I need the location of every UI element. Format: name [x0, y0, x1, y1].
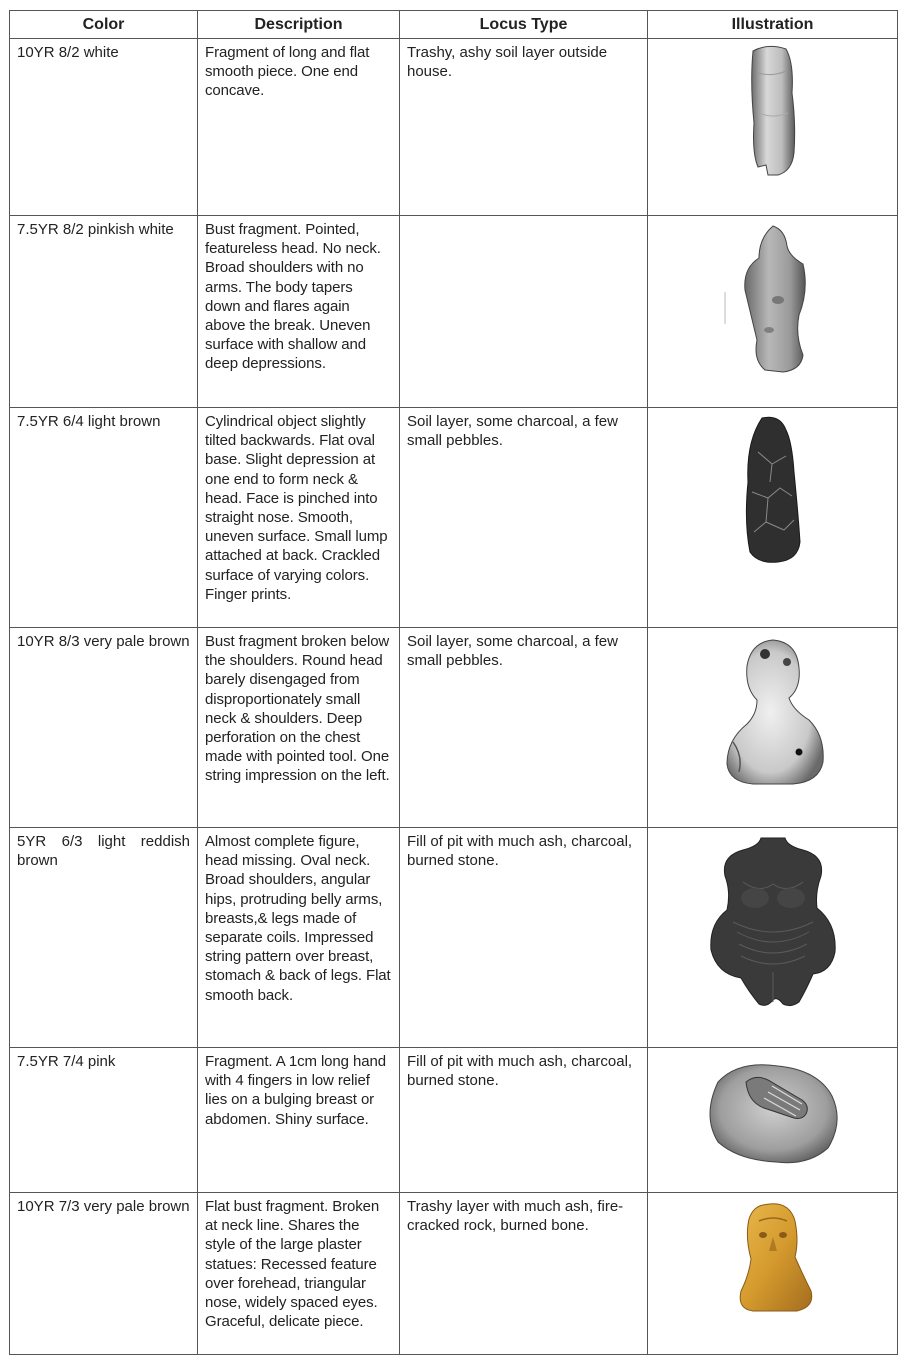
- figurine-catalog-table: [9, 10, 898, 1355]
- color-cell: 10YR 8/3 very pale brown: [10, 628, 198, 828]
- header-illustration: Illustration: [648, 11, 898, 39]
- locus-type-cell: Trashy layer with much ash, fire-cracked rock, burned bone.: [400, 1193, 648, 1355]
- table-row: [10, 1048, 898, 1193]
- illustration-cell: [648, 216, 898, 408]
- table-row: [10, 408, 898, 628]
- color-cell: 7.5YR 7/4 pink: [10, 1048, 198, 1193]
- locus-type-cell: Soil layer, some charcoal, a few small pebbles.: [400, 628, 648, 828]
- table-row: [10, 216, 898, 408]
- illustration-cell: [648, 39, 898, 216]
- table-row: [10, 39, 898, 216]
- color-cell: 7.5YR 6/4 light brown: [10, 408, 198, 628]
- header-color: Color: [10, 11, 198, 39]
- locus-type-cell: Fill of pit with much ash, charcoal, burned stone.: [400, 1048, 648, 1193]
- color-cell: 5YR 6/3 light reddish brown: [10, 828, 198, 1048]
- color-cell: 10YR 8/2 white: [10, 39, 198, 216]
- description-cell: Cylindrical object slightly tilted backwards. Flat oval base. Slight depression at one end to form neck & head. Face is pinched into straight nose. Smooth, uneven surface. Small lump attached at back. Crackled surface of varying colors. Finger prints.: [198, 408, 400, 628]
- illustration-cell: [648, 408, 898, 628]
- color-cell: 7.5YR 8/2 pinkish white: [10, 216, 198, 408]
- locus-type-cell: Trashy, ashy soil layer outside house.: [400, 39, 648, 216]
- color-cell: 10YR 7/3 very pale brown: [10, 1193, 198, 1355]
- illustration-cell: [648, 828, 898, 1048]
- locus-type-cell: [400, 216, 648, 408]
- illustration-cell: [648, 1193, 898, 1355]
- table-row: [10, 628, 898, 828]
- hand-relief-fragment-icon: [698, 1052, 848, 1172]
- description-cell: Almost complete figure, head missing. Oval neck. Broad shoulders, angular hips, protruding belly arms, breasts,& legs made of separate coils. Impressed string pattern over breast, stomach & back of legs. Flat smooth back.: [198, 828, 400, 1048]
- description-cell: Bust fragment broken below the shoulders. Round head barely disengaged from disproportionately small neck & shoulders. Deep perforation on the chest made with pointed tool. One string impression on the left.: [198, 628, 400, 828]
- plaster-style-head-icon: [723, 1197, 823, 1317]
- header-row: [10, 11, 898, 39]
- description-cell: Flat bust fragment. Broken at neck line. Shares the style of the large plaster statues: Recessed feature over forehead, triangular nose, widely spaced eyes. Graceful, delicate piece.: [198, 1193, 400, 1355]
- table-row: [10, 1193, 898, 1355]
- description-cell: Bust fragment. Pointed, featureless head. No neck. Broad shoulders with no arms. The body tapers down and flares again above the break. Uneven surface with shallow and deep depressions.: [198, 216, 400, 408]
- illustration-cell: [648, 1048, 898, 1193]
- locus-type-cell: Fill of pit with much ash, charcoal, burned stone.: [400, 828, 648, 1048]
- illustration-cell: [648, 628, 898, 828]
- headless-seated-figure-icon: [703, 832, 843, 1012]
- description-cell: Fragment. A 1cm long hand with 4 fingers in low relief lies on a bulging breast or abdomen. Shiny surface.: [198, 1048, 400, 1193]
- header-locus-type: Locus Type: [400, 11, 648, 39]
- header-description: Description: [198, 11, 400, 39]
- pointed-head-bust-icon: [723, 220, 823, 380]
- description-cell: Fragment of long and flat smooth piece. One end concave.: [198, 39, 400, 216]
- elongated-fragment-icon: [728, 43, 818, 183]
- round-head-bust-icon: [713, 632, 833, 792]
- table-row: [10, 828, 898, 1048]
- cracked-cylinder-figurine-icon: [728, 412, 818, 572]
- locus-type-cell: Soil layer, some charcoal, a few small pebbles.: [400, 408, 648, 628]
